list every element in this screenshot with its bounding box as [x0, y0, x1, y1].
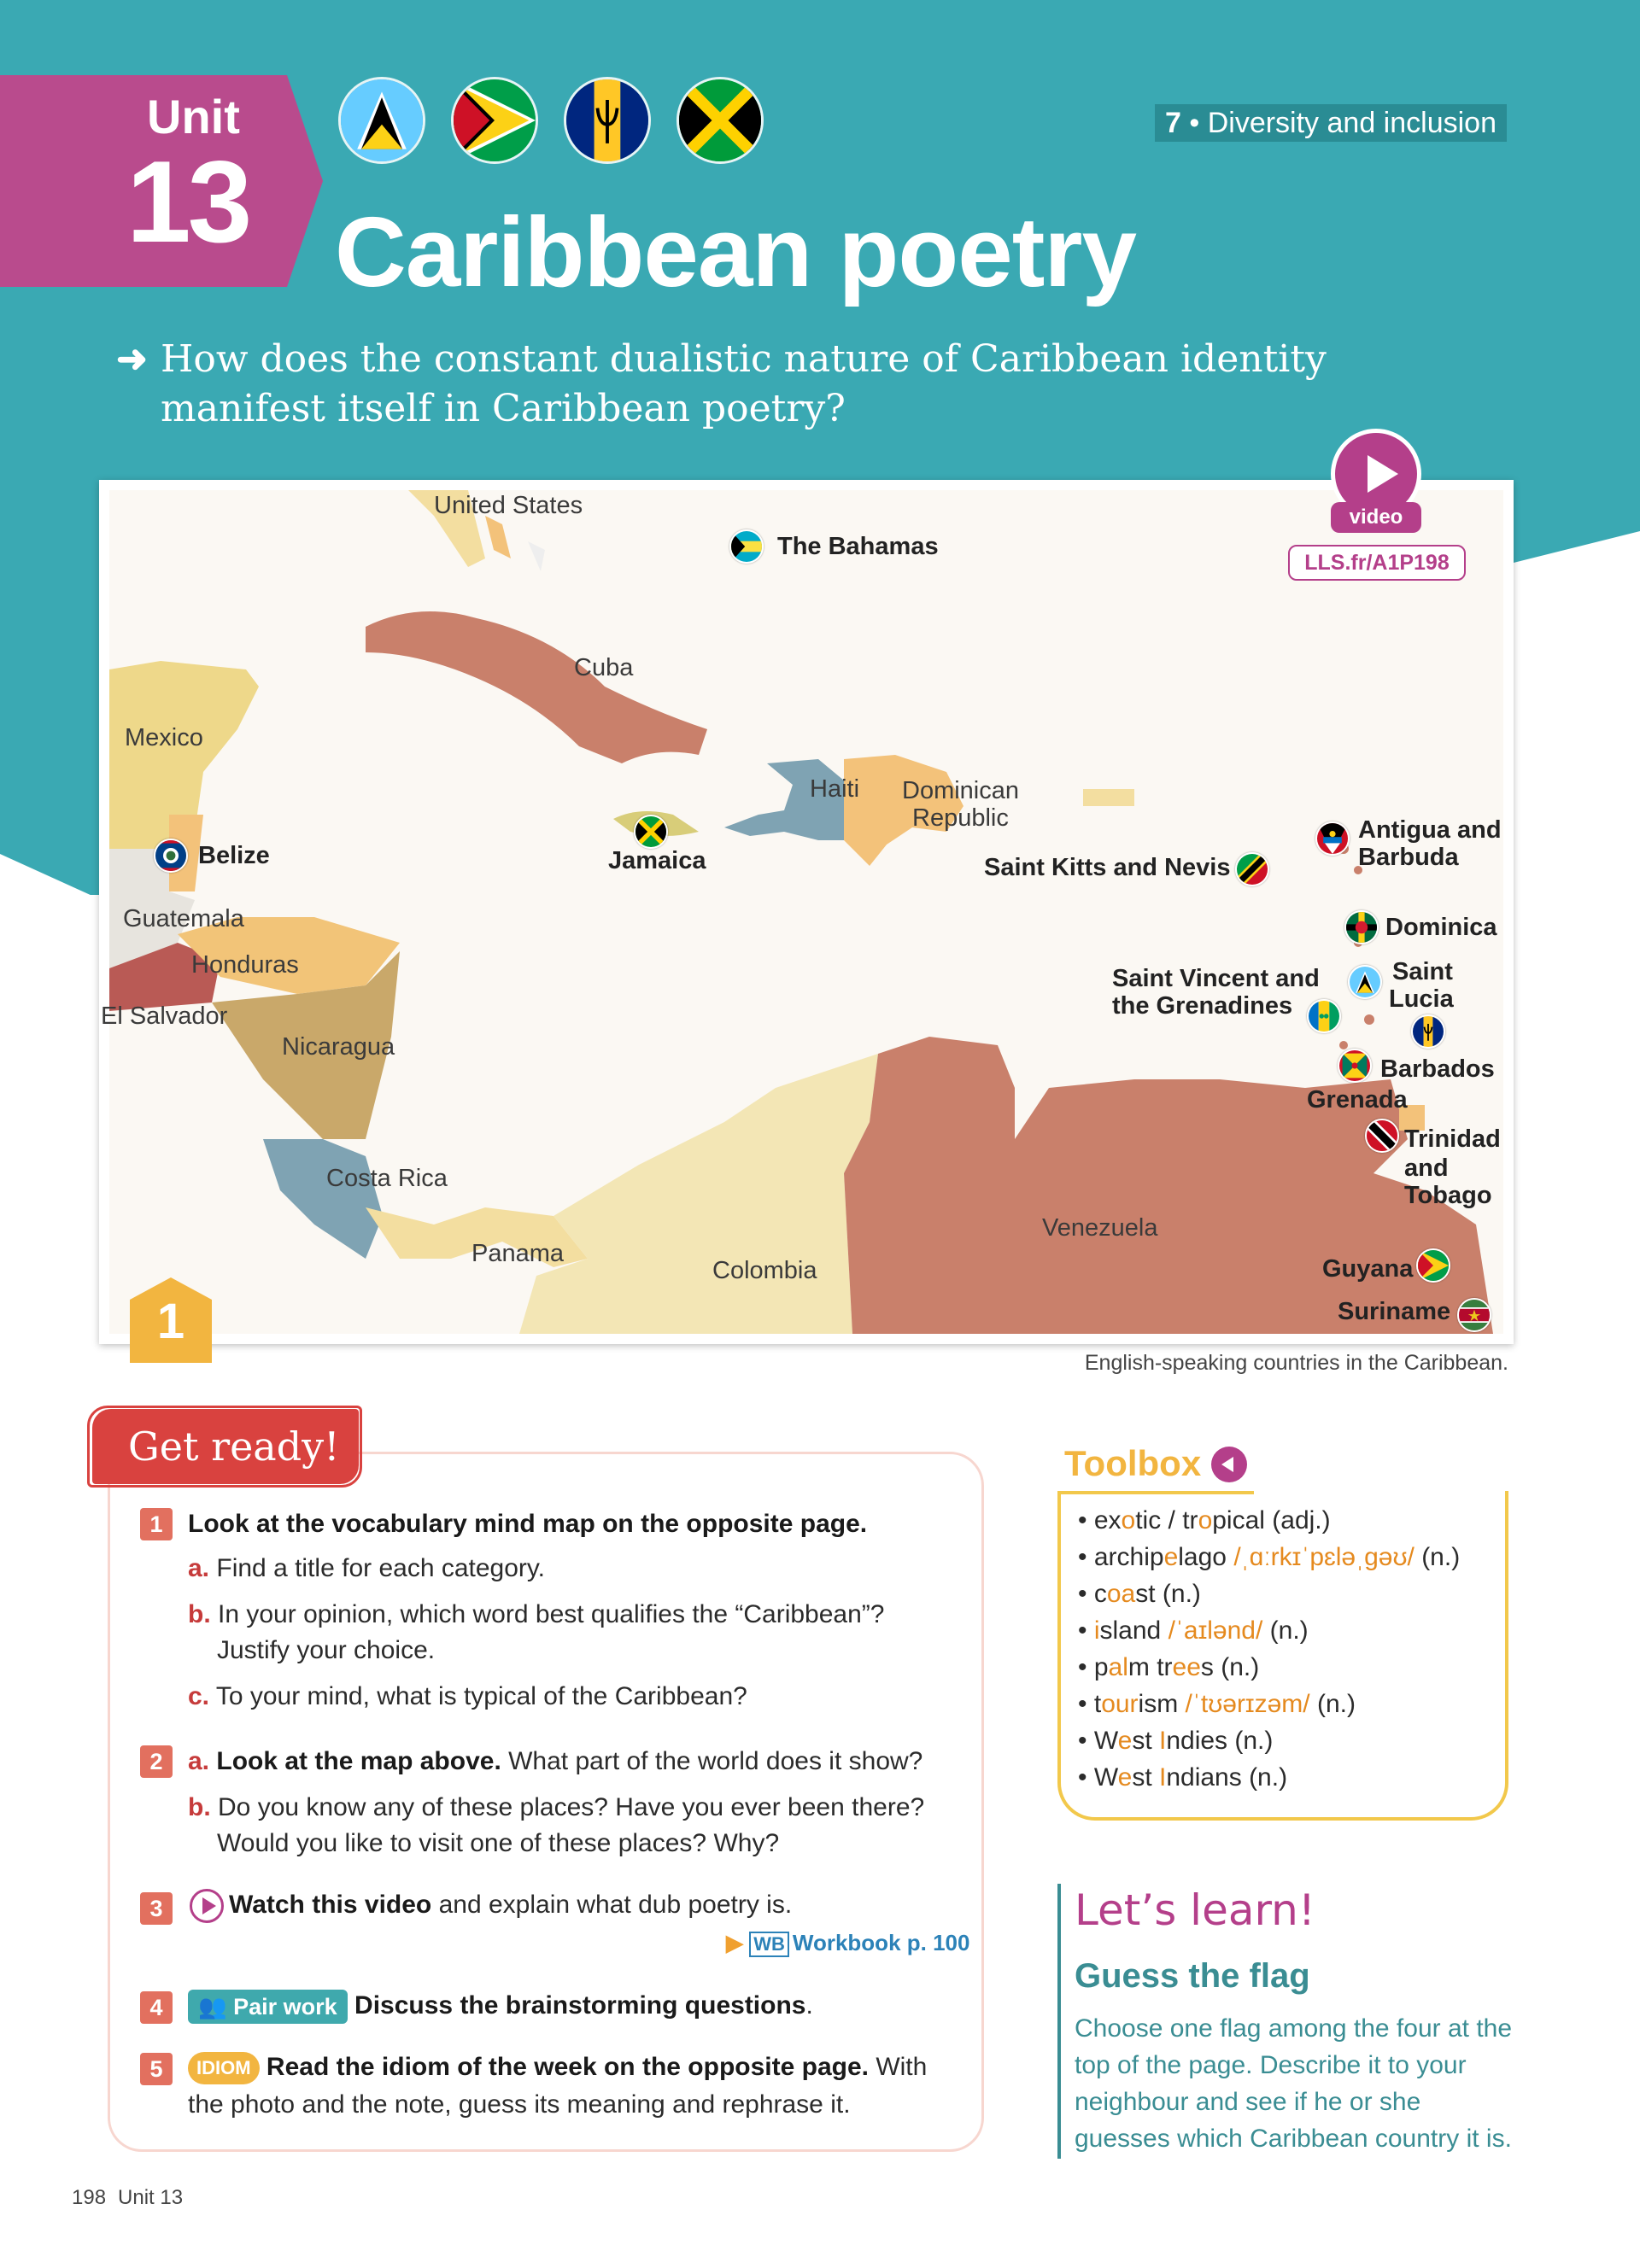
label-grenada: Grenada: [1307, 1086, 1408, 1114]
task-number-2: 2: [140, 1745, 173, 1778]
jamaica-map-flag-icon: [634, 815, 668, 849]
belize-flag-icon: [154, 839, 188, 873]
label-dominican-republic-2: Republic: [912, 804, 1009, 832]
label-trinidad-3: Tobago: [1404, 1182, 1492, 1209]
label-costa-rica: Costa Rica: [326, 1165, 448, 1192]
label-jamaica: Jamaica: [608, 847, 706, 874]
footer-unit: Unit 13: [118, 2186, 184, 2209]
bahamas-flag-icon: [729, 529, 764, 564]
label-saint-lucia-2: Lucia: [1389, 985, 1454, 1013]
label-guatemala: Guatemala: [123, 905, 244, 932]
page-title: Caribbean poetry: [335, 196, 1136, 307]
lets-learn-title: Let’s learn!: [1075, 1885, 1315, 1935]
label-saint-kitts-nevis: Saint Kitts and Nevis: [984, 854, 1231, 881]
toolbox-item: • tourism /ˈtʊərɪzəm/ (n.): [1078, 1690, 1356, 1718]
workbook-icon: WB: [749, 1932, 789, 1957]
label-saint-lucia-1: Saint: [1392, 958, 1453, 985]
task-1c: c. To your mind, what is typical of the Caribbean?: [188, 1682, 747, 1710]
task-2b-line2: Would you like to visit one of these places? Why?: [217, 1829, 780, 1857]
suriname-flag-icon: [1457, 1298, 1491, 1332]
label-bahamas: The Bahamas: [777, 533, 939, 560]
toolbox-item: • island /ˈaɪlənd/ (n.): [1078, 1616, 1309, 1645]
label-panama: Panama: [472, 1240, 565, 1267]
barbados-flag-icon: [564, 77, 651, 164]
saint-vincent-flag-icon: [1307, 999, 1341, 1033]
saint-lucia-flag-icon: [338, 77, 425, 164]
task-number-4: 4: [140, 1991, 173, 2024]
jamaica-flag-icon: [676, 77, 764, 164]
page-footer: [72, 2186, 183, 2210]
label-barbados: Barbados: [1380, 1055, 1495, 1083]
unit-word: Unit: [147, 90, 240, 143]
dominica-flag-icon: [1344, 910, 1379, 944]
caribbean-map: [99, 480, 1514, 1344]
label-saint-vincent-1: Saint Vincent and: [1112, 965, 1320, 992]
map-graphic: [109, 490, 1503, 1334]
label-colombia: Colombia: [712, 1257, 817, 1284]
label-nicaragua: Nicaragua: [282, 1033, 395, 1061]
guyana-flag-icon: [451, 77, 538, 164]
task-4: 👥 Pair work Discuss the brainstorming questions.: [188, 1988, 813, 2024]
task-1b: b. In your opinion, which word best qualifies the “Caribbean”?: [188, 1600, 885, 1628]
triangle-right-icon: ▶: [726, 1930, 743, 1955]
toolbox-item: • palm trees (n.): [1078, 1653, 1260, 1681]
play-video-icon[interactable]: [190, 1889, 224, 1923]
label-haiti: Haiti: [810, 775, 860, 803]
toolbox-item: • exotic / tropical (adj.): [1078, 1506, 1331, 1534]
map-number: 1: [156, 1294, 185, 1349]
map-caption: English-speaking countries in the Caribbean.: [1084, 1351, 1508, 1375]
video-link[interactable]: LLS.fr/A1P198: [1288, 545, 1466, 581]
saint-lucia-map-flag-icon: [1348, 965, 1382, 999]
label-trinidad-2: and: [1404, 1154, 1449, 1182]
label-antigua-2: Barbuda: [1358, 844, 1459, 871]
label-dominican-republic-1: Dominican: [902, 777, 1019, 804]
label-trinidad-1: Trinidad: [1404, 1125, 1501, 1153]
trinidad-flag-icon: [1365, 1119, 1399, 1153]
label-cuba: Cuba: [574, 654, 634, 681]
label-guyana: Guyana: [1322, 1255, 1414, 1283]
grenada-flag-icon: [1338, 1049, 1372, 1083]
task-1-heading: Look at the vocabulary mind map on the opposite page.: [188, 1510, 868, 1538]
lets-learn-subtitle: Guess the flag: [1075, 1957, 1310, 1995]
get-ready-title: Get ready!: [92, 1409, 359, 1484]
toolbox-item: • West Indians (n.): [1078, 1763, 1288, 1792]
page-number: 198: [72, 2186, 107, 2209]
task-5: IDIOM Read the idiom of the week on the opposite page. With: [188, 2049, 927, 2085]
antigua-flag-icon: [1315, 821, 1350, 856]
task-number-1: 1: [140, 1508, 173, 1540]
video-label[interactable]: video: [1331, 502, 1421, 533]
label-dominica: Dominica: [1385, 914, 1497, 941]
label-honduras: Honduras: [191, 951, 299, 979]
unit-number: 13: [126, 137, 249, 266]
arrow-right-icon: ➜: [116, 337, 148, 381]
toolbox-item: • archipelago /ˌɑːrkɪˈpɛləˌɡəʊ/ (n.): [1078, 1543, 1461, 1571]
guyana-map-flag-icon: [1416, 1248, 1450, 1283]
task-1b-line2: Justify your choice.: [217, 1636, 436, 1664]
barbados-map-flag-icon: [1411, 1014, 1445, 1049]
label-venezuela: Venezuela: [1042, 1214, 1158, 1242]
label-el-salvador: El Salvador: [101, 1002, 228, 1030]
toolbox-title: Toolbox: [1064, 1443, 1202, 1483]
toolbox-item: • West Indies (n.): [1078, 1727, 1274, 1755]
task-3: Watch this video and explain what dub poetry is.: [190, 1887, 792, 1923]
task-2b: b. Do you know any of these places? Have you ever been there?: [188, 1793, 925, 1821]
task-number-3: 3: [140, 1892, 173, 1925]
people-icon: 👥: [198, 1994, 227, 2020]
pair-work-badge: 👥 Pair work: [188, 1990, 348, 2024]
label-belize: Belize: [198, 842, 270, 869]
label-saint-vincent-2: the Grenadines: [1112, 992, 1293, 1020]
saint-kitts-flag-icon: [1235, 852, 1269, 886]
label-mexico: Mexico: [125, 724, 203, 751]
lets-learn-bar: [1057, 1884, 1061, 2159]
lets-learn-text: Choose one flag among the four at the top of the page. Describe it to your neighbour and see if he or she guesses which Caribbean country it is.: [1075, 2014, 1513, 2153]
speaker-icon[interactable]: [1211, 1447, 1247, 1482]
task-1a: a. Find a title for each category.: [188, 1554, 546, 1582]
task-number-5: 5: [140, 2053, 173, 2085]
guiding-question: ➜ How does the constant dualistic nature of Caribbean identity manifest itself in Caribbean poetry?: [161, 335, 1459, 434]
toolbox-item: • coast (n.): [1078, 1580, 1201, 1608]
theme-tag: 7 • Diversity and inclusion: [1155, 104, 1507, 142]
task-2a: a. Look at the map above. What part of the world does it show?: [188, 1747, 923, 1775]
task-5-line2: the photo and the note, guess its meaning and rephrase it.: [188, 2090, 851, 2119]
label-antigua-1: Antigua and: [1358, 816, 1502, 844]
label-united-states: United States: [434, 492, 583, 519]
workbook-link[interactable]: ▶ WB Workbook p. 100: [726, 1930, 970, 1955]
label-suriname: Suriname: [1338, 1298, 1451, 1325]
idiom-badge: IDIOM: [188, 2052, 260, 2084]
